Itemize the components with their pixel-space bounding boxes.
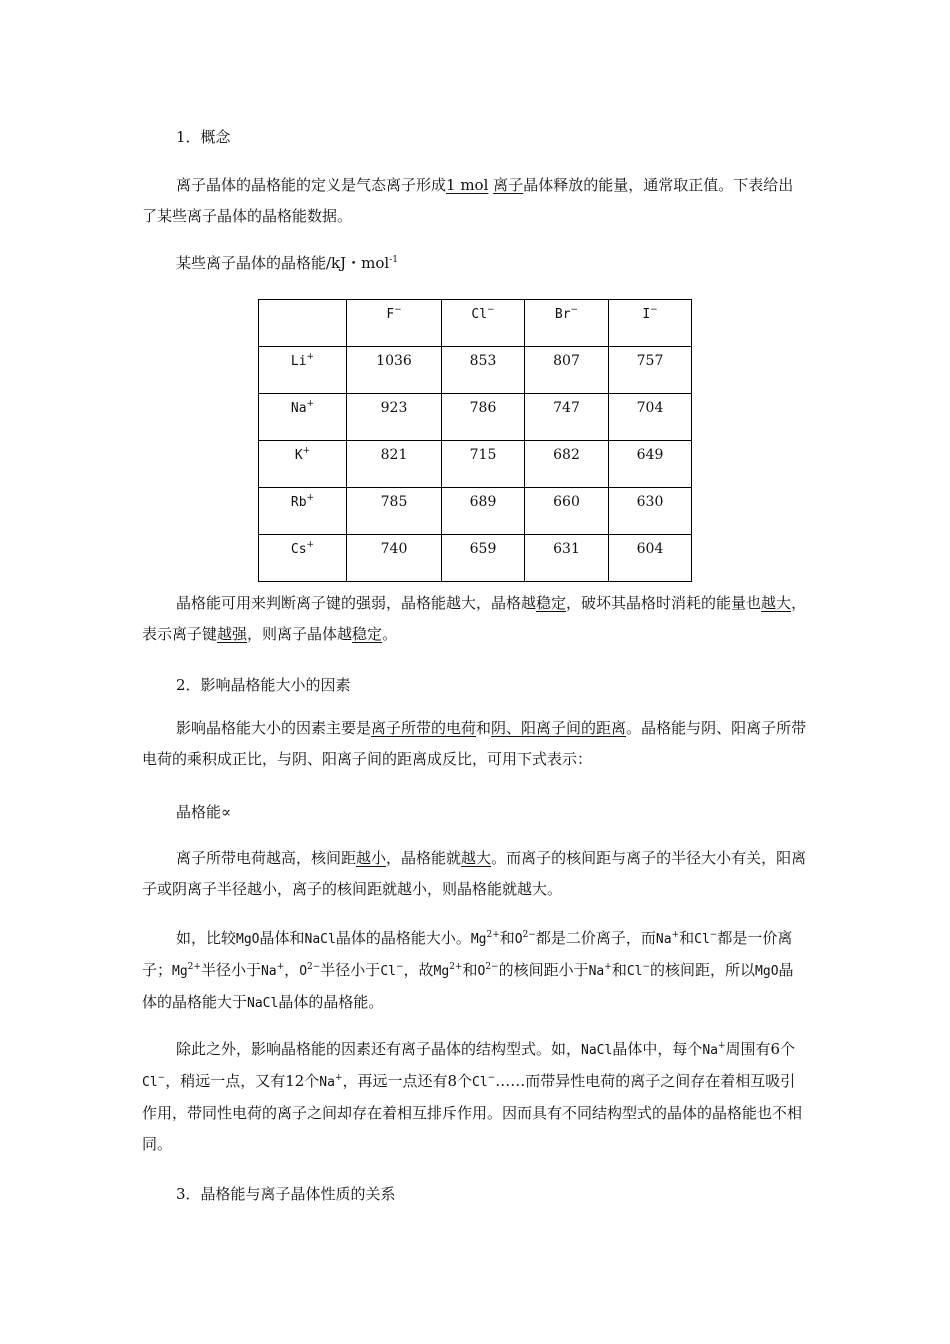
table-row: [259, 394, 692, 441]
factors-paragraph: 影响晶格能大小的因素主要是离子所带的电荷和阴、阳离子间的距离。晶格能与阴、阳离子所带电荷的乘积成正比，与阴、阳离子间的距离成反比，可用下式表示：: [142, 719, 807, 768]
value-cell: 604: [609, 535, 692, 582]
section-3-heading: 3．晶格能与离子晶体性质的关系: [176, 1185, 396, 1203]
value-cell: 923: [347, 394, 442, 441]
underlined-answer: 离子: [493, 176, 524, 194]
value-cell: 659: [442, 535, 525, 582]
value-cell: 821: [347, 441, 442, 488]
table-row: [259, 347, 692, 394]
text: 晶体释放的能量，通常取正值。下表给出了某些离子晶体的晶格能数据。: [142, 176, 794, 225]
cation-cell: Li+: [259, 347, 347, 394]
section-1-heading: 1．概念: [176, 128, 231, 146]
value-cell: 630: [609, 488, 692, 535]
value-cell: 689: [442, 488, 525, 535]
anion-header-cell: I−: [609, 300, 692, 347]
anion-header-cell: Br−: [525, 300, 609, 347]
corner-cell: [259, 300, 347, 347]
caption-text: 某些离子晶体的晶格能/kJ・mol: [176, 254, 390, 272]
underlined-answer: 离子所带的电荷: [371, 719, 477, 737]
lattice-strength-paragraph: 晶格能可用来判断离子键的强弱，晶格能越大，晶格越稳定，破坏其晶格时消耗的能量也越大，表示离子键越强，则离子晶体越稳定。: [142, 594, 807, 643]
anion-header-cell: Cl−: [442, 300, 525, 347]
value-cell: 682: [525, 441, 609, 488]
cation-cell: Cs+: [259, 535, 347, 582]
value-cell: 715: [442, 441, 525, 488]
value-cell: 660: [525, 488, 609, 535]
value-cell: 740: [347, 535, 442, 582]
value-cell: 1036: [347, 347, 442, 394]
charge-distance-paragraph: 离子所带电荷越高，核间距越小，晶格能就越大。而离子的核间距与离子的半径大小有关，阳离子或阴离子半径越小，离子的核间距就越小，则晶格能就越大。: [142, 849, 807, 898]
underlined-answer: 越大: [761, 594, 792, 612]
value-cell: 747: [525, 394, 609, 441]
value-cell: 786: [442, 394, 525, 441]
section-2-heading: 2．影响晶格能大小的因素: [176, 676, 351, 694]
table-row: [259, 488, 692, 535]
underlined-answer: 越大: [461, 849, 492, 867]
value-cell: 757: [609, 347, 692, 394]
cation-cell: Na+: [259, 394, 347, 441]
table-row: [259, 441, 692, 488]
cation-cell: K+: [259, 441, 347, 488]
lattice-energy-table: [258, 299, 692, 582]
table-header-row: [259, 300, 692, 347]
value-cell: 649: [609, 441, 692, 488]
value-cell: 785: [347, 488, 442, 535]
definition-paragraph: [142, 170, 808, 232]
underlined-answer: 1 mol: [446, 176, 489, 194]
mgo-nacl-comparison-paragraph: 如，比较MgO晶体和NaCl晶体的晶格能大小。$Mg^{2+}$和$O^{2-}$都是二价离子，而Na+和Cl−都是一价离子；$Mg^{2+}$半径小于Na+，$O^{2-}$半径小于Cl−，故$Mg^{2+}$和$O^{2-}$的核间距小于Na+和Cl−的核间距，所以MgO晶体的晶格能大于NaCl晶体的晶格能。: [142, 929, 794, 1011]
underlined-answer: 阴、阳离子间的距离: [491, 719, 627, 737]
caption-unit-exponent: -1: [389, 255, 398, 265]
value-cell: 807: [525, 347, 609, 394]
anion-header-cell: F−: [347, 300, 442, 347]
underlined-answer: 越强: [217, 625, 248, 643]
underlined-answer: 越小: [356, 849, 387, 867]
value-cell: 704: [609, 394, 692, 441]
formula-line: 晶格能∝: [176, 803, 232, 821]
text: 离子晶体的晶格能的定义是气态离子形成: [176, 176, 447, 194]
value-cell: 631: [525, 535, 609, 582]
structure-type-paragraph: 除此之外，影响晶格能的因素还有离子晶体的结构型式。如，NaCl晶体中，每个Na+周围有6个Cl−，稍远一点，又有12个Na+，再远一点还有8个Cl−……而带异性电荷的离子之间存在着相互吸引作用，带同性电荷的离子之间却存在着相互排斥作用。因而具有不同结构型式的晶体的晶格能也不相同。: [142, 1040, 803, 1153]
underlined-answer: 稳定: [352, 625, 383, 643]
value-cell: 853: [442, 347, 525, 394]
table-row: [259, 535, 692, 582]
table-caption: [176, 252, 398, 273]
underlined-answer: 稳定: [536, 594, 567, 612]
cation-cell: Rb+: [259, 488, 347, 535]
